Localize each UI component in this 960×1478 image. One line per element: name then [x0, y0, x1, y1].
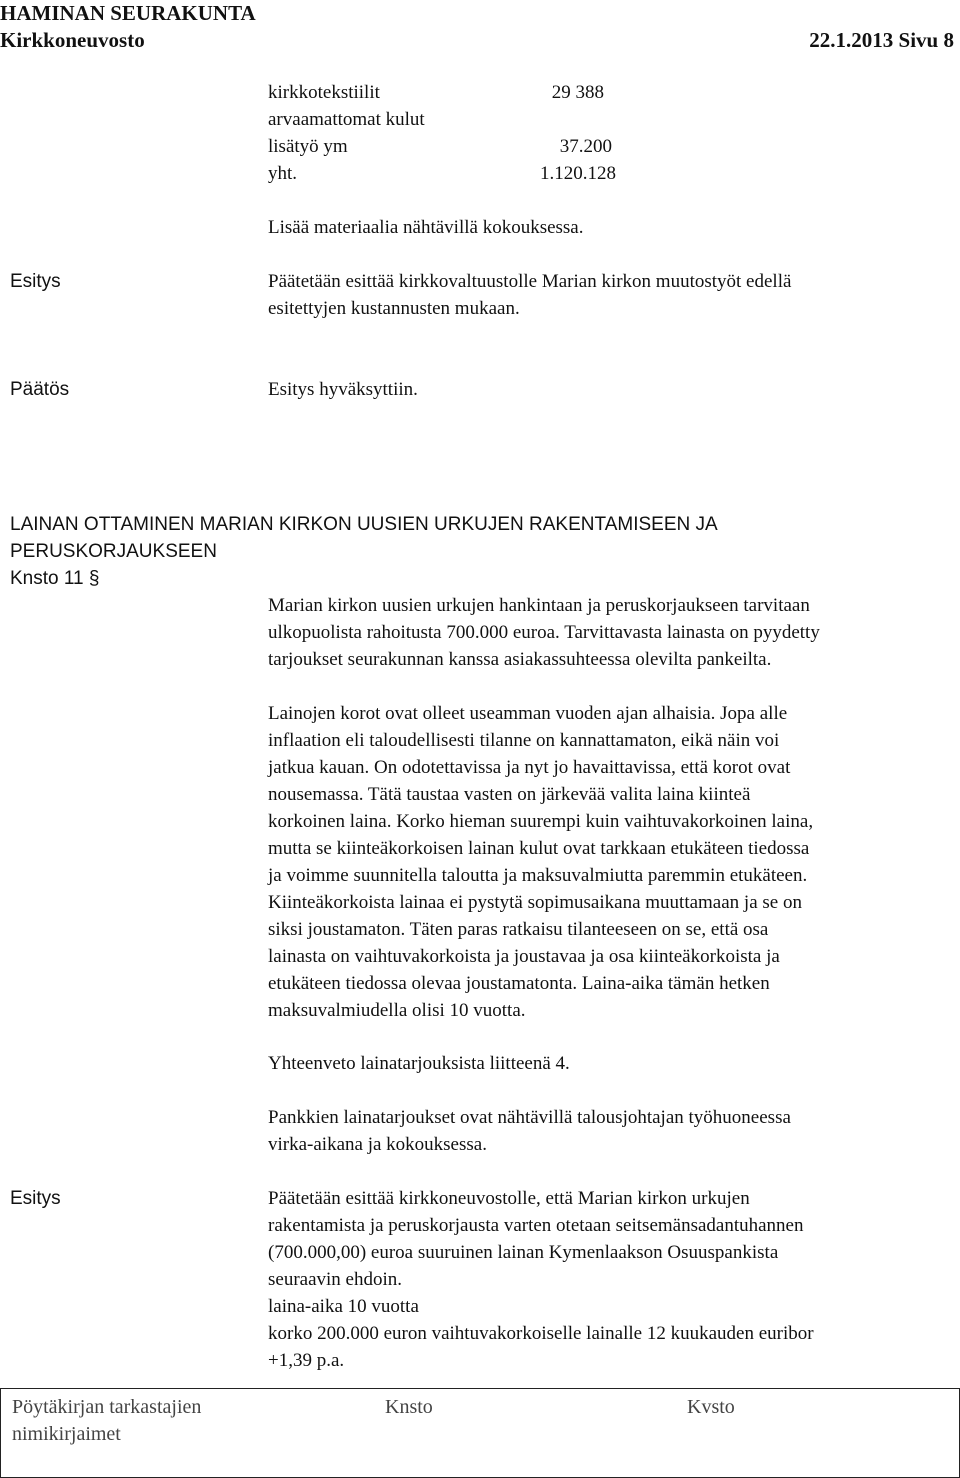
- text-line: Pankkien lainatarjoukset ovat nähtävillä talousjohtajan työhuoneessa: [268, 1107, 791, 1128]
- cost-label: kirkkotekstiilit: [268, 82, 380, 103]
- text-line: maksuvalmiudella olisi 10 vuotta.: [268, 1000, 526, 1021]
- date-and-page: 22.1.2013 Sivu 8: [809, 28, 954, 52]
- text-line: korko 200.000 euron vaihtuvakorkoiselle lainalle 12 kuukauden euribor: [268, 1323, 814, 1344]
- text-line: virka-aikana ja kokouksessa.: [268, 1134, 487, 1155]
- section-title-line: PERUSKORJAUKSEEN: [10, 541, 217, 562]
- footer-kvsto-label: Kvsto: [687, 1396, 735, 1418]
- paragraph-funding: [268, 592, 950, 673]
- cost-value: 29 388: [551, 82, 604, 103]
- paragraph-interest-rates: [268, 700, 950, 1024]
- text-line: rakentamista ja peruskorjausta varten otetaan seitsemänsadantuhannen: [268, 1215, 804, 1236]
- text-line: ja voimme suunnitella taloutta ja maksuvalmiutta paremmin etukäteen.: [268, 865, 808, 886]
- text-line: esitettyjen kustannusten mukaan.: [268, 298, 520, 319]
- esitys-label: Esitys: [10, 271, 61, 292]
- text-line: jatkua kauan. On odotettavissa ja nyt jo havaittavissa, että korot ovat: [268, 757, 791, 778]
- cost-value: 37.200: [559, 136, 612, 157]
- footer-signers-line: Pöytäkirjan tarkastajien: [12, 1396, 202, 1418]
- text-line: +1,39 p.a.: [268, 1350, 345, 1371]
- text-line: laina-aika 10 vuotta: [268, 1296, 419, 1317]
- text-line: Kiinteäkorkoista lainaa ei pystytä sopimusaikana muuttamaan ja se on: [268, 892, 802, 913]
- footer-signers-line: nimikirjaimet: [12, 1423, 121, 1445]
- text-line: mutta se kiinteäkorkoisen lainan kulut ovat tarkkaan etukäteen tiedossa: [268, 838, 810, 859]
- text-line: Lainojen korot ovat olleet useamman vuoden ajan alhaisia. Jopa alle: [268, 703, 788, 724]
- cost-label: arvaamattomat kulut: [268, 109, 425, 130]
- text-line: Päätetään esittää kirkkovaltuustolle Marian kirkon muutostyöt edellä: [268, 271, 792, 292]
- meeting-body: Kirkkoneuvosto: [0, 28, 145, 52]
- paatos-label: Päätös: [10, 379, 70, 400]
- footer-signers-label: [12, 1394, 201, 1448]
- text-line: Päätetään esittää kirkkoneuvostolle, että Marian kirkon urkujen: [268, 1188, 750, 1209]
- footer-knsto-label: Knsto: [385, 1396, 433, 1418]
- more-material-note: Lisää materiaalia nähtävillä kokouksessa.: [268, 217, 584, 238]
- section-title-line: LAINAN OTTAMINEN MARIAN KIRKON UUSIEN URKUJEN RAKENTAMISEEN JA: [10, 514, 718, 535]
- text-line: etukäteen tiedossa olevaa joustamatonta. Laina-aika tämän hetken: [268, 973, 770, 994]
- text-line: korkoinen laina. Korko hieman suurempi kuin vaihtuvakorkoinen laina,: [268, 811, 814, 832]
- cost-label: yht.: [268, 163, 298, 184]
- text-line: seuraavin ehdoin.: [268, 1269, 403, 1290]
- esitys-text: [268, 1185, 950, 1374]
- text-line: Marian kirkon uusien urkujen hankintaan ja peruskorjaukseen tarvitaan: [268, 595, 810, 616]
- text-line: nousemassa. Tätä taustaa vasten on järkevää valita laina kiinteä: [268, 784, 751, 805]
- paatos-text: Esitys hyväksyttiin.: [268, 379, 418, 400]
- text-line: siksi joustamaton. Täten paras ratkaisu tilanteeseen on se, että osa: [268, 919, 769, 940]
- paragraph-summary-attachment: Yhteenveto lainatarjouksista liitteenä 4.: [268, 1053, 570, 1074]
- cost-value: 1.120.128: [540, 163, 616, 184]
- text-line: inflaation eli taloudellisesti tilanne on kannattamaton, eikä näin voi: [268, 730, 780, 751]
- text-line: ulkopuolista rahoitusta 700.000 euroa. Tarvittavasta lainasta on pyydetty: [268, 622, 820, 643]
- text-line: (700.000,00) euroa suuruinen lainan Kymenlaakson Osuuspankista: [268, 1242, 779, 1263]
- organization-name: HAMINAN SEURAKUNTA: [0, 1, 256, 25]
- text-line: tarjoukset seurakunnan kanssa asiakassuhteessa olevilta pankeilta.: [268, 649, 772, 670]
- text-line: lainasta on vaihtuvakorkoista ja joustavaa ja osa kiinteäkorkoista ja: [268, 946, 780, 967]
- section-reference: Knsto 11 §: [10, 568, 100, 589]
- esitys-text: [268, 268, 950, 322]
- paragraph-bank-offers: [268, 1104, 950, 1158]
- cost-label: lisätyö ym: [268, 136, 348, 157]
- esitys-label: Esitys: [10, 1188, 61, 1209]
